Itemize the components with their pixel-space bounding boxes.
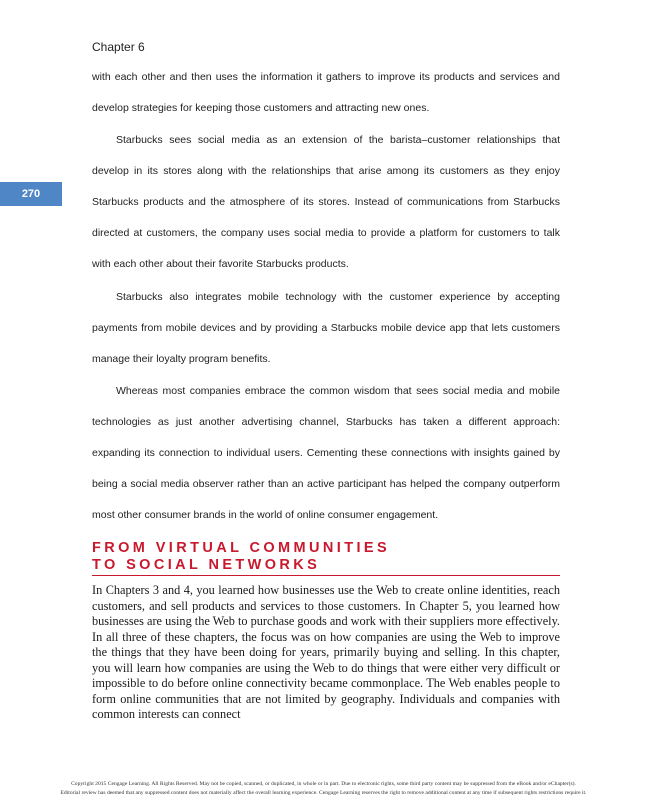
section-body-paragraph: In Chapters 3 and 4, you learned how businesses use the Web to create online identities, reach customers, and sell products and services to those customers. In Chapter 5, you learned how businesses are using the Web to purchase goods and work with their suppliers more effectively. In all three of these chapters, the focus was on how companies are using the Web to improve the things that they have been doing for years, primarily buying and selling. In this chapter, you will learn how companies are using the Web to do things that were either very difficult or impossible to do before online connectivity became commonplace. The Web enables people to form online communities that are not limited by geography. Individuals and companies with common interests can connect <box>92 583 561 721</box>
section-heading <box>92 540 560 576</box>
copyright-line-2: Editorial review has deemed that any suppressed content does not materially affect the overall learning experience. Cengage Learning reserves the right to remove additional content at any time if subsequent rights restrictions require it. <box>60 790 587 796</box>
body-paragraph-3: Starbucks also integrates mobile technology with the customer experience by accepting payments from mobile devices and by providing a Starbucks mobile device app that lets customers manage their loyalty program benefits. <box>92 291 560 365</box>
body-paragraph-2: Starbucks sees social media as an extension of the barista–customer relationships that develop in its stores along with the relationships that arise among its customers as they enjoy Starbucks products and the atmosphere of its stores. Instead of communications from Starbucks directed at customers, the company uses social media to provide a platform for customers to talk with each other about their favorite Starbucks products. <box>92 134 560 270</box>
body-paragraph-1: with each other and then uses the information it gathers to improve its products and services and develop strategies for keeping those customers and attracting new ones. <box>92 71 560 114</box>
copyright-notice <box>10 780 637 798</box>
section-heading-line-2: TO SOCIAL NETWORKS <box>92 557 321 573</box>
chapter-label: Chapter 6 <box>92 40 145 54</box>
copyright-line-1: Copyright 2015 Cengage Learning. All Rights Reserved. May not be copied, scanned, or duplicated, in whole or in part. Due to electronic rights, some third party content may be suppressed from the eBook and/or eChapter(s). <box>71 781 576 787</box>
section-heading-line-1: FROM VIRTUAL COMMUNITIES <box>92 540 391 556</box>
body-paragraph-4: Whereas most companies embrace the common wisdom that sees social media and mobile technologies as just another advertising channel, Starbucks has taken a different approach: expanding its connection to individual users. Cementing these connections with insights gained by being a social media observer rather than an active participant has helped the company outperform most other consumer brands in the world of online consumer engagement. <box>92 385 560 521</box>
page-number-tab: 270 <box>0 182 62 206</box>
